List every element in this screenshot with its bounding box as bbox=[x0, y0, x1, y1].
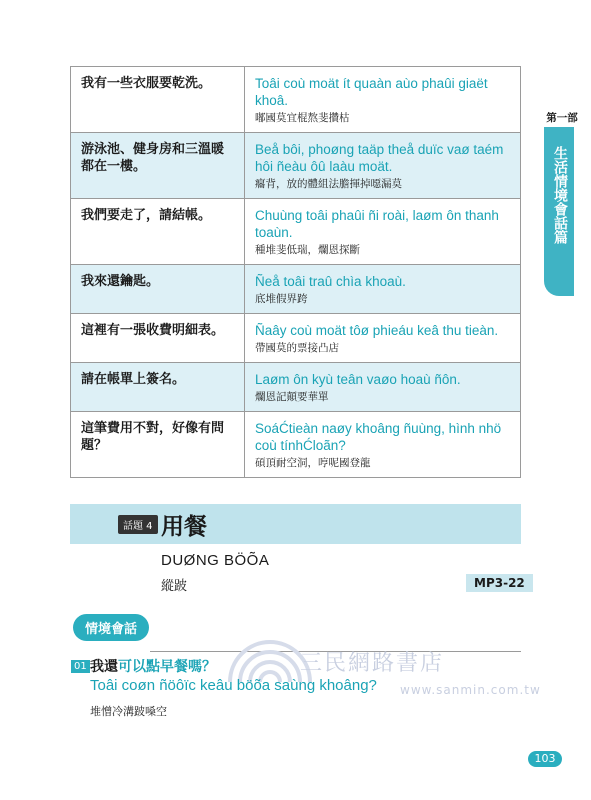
chinese-phrase-cell: 這裡有一張收費明細表。 bbox=[71, 314, 245, 363]
pronunciation-text: 癟背，放的體組法膽揮掉噁漏莫 bbox=[255, 178, 402, 190]
table-row bbox=[71, 363, 521, 412]
chinese-phrase-cell: 我們要走了，請結帳。 bbox=[71, 199, 245, 265]
vietnamese-text: Ñaây coù moät tôø phieáu keâ thu tieàn. bbox=[255, 323, 499, 338]
table-row bbox=[71, 133, 521, 199]
topic-vi-pronunciation: 縱跛 bbox=[161, 579, 188, 594]
chinese-phrase-cell: 請在帳單上簽名。 bbox=[71, 363, 245, 412]
topic-title: 用餐 bbox=[161, 514, 207, 540]
chinese-phrase-cell: 游泳池、健身房和三溫暖都在一樓。 bbox=[71, 133, 245, 199]
vietnamese-text: Chuùng toâi phaûi ñi roài, laøm ôn thanh toaùn. bbox=[255, 208, 499, 240]
vietnamese-text: Beå bôi, phoøng taäp theå duïc vaø taém hôi ñeàu ôû laàu moät. bbox=[255, 142, 504, 174]
dialogue-item-chinese-start: 我還 bbox=[90, 659, 118, 675]
chapter-part-label: 第一部 bbox=[540, 108, 584, 127]
dialogue-item-chinese bbox=[90, 656, 216, 676]
pronunciation-text: 嘟國莫宜棍熬斐攢枯 bbox=[255, 112, 350, 124]
chinese-phrase-cell: 我有一些衣服要乾洗。 bbox=[71, 67, 245, 133]
dialogue-item-chinese-highlight: 可以點早餐嗎？ bbox=[118, 659, 216, 675]
dialogue-item-vietnamese: Toâi coøn ñöôïc keâu böõa saùng khoâng? bbox=[90, 677, 377, 694]
vietnamese-phrase-cell bbox=[245, 412, 521, 478]
vietnamese-phrase-cell bbox=[245, 363, 521, 412]
page-number: 103 bbox=[528, 751, 562, 767]
vietnamese-text: SoáĆtieàn naøy khoâng ñuùng, hình nhö coù tínhĆloãn? bbox=[255, 421, 502, 453]
chapter-title: 生活情境會話篇 bbox=[552, 146, 568, 244]
pronunciation-text: 碩頂耐空洞，哼呢國登龍 bbox=[255, 457, 371, 469]
watermark-url: www.sanmin.com.tw bbox=[400, 683, 541, 697]
table-row bbox=[71, 412, 521, 478]
vietnamese-phrase-cell bbox=[245, 67, 521, 133]
table-row bbox=[71, 314, 521, 363]
pronunciation-text: 爛恩記顛要華單 bbox=[255, 391, 329, 403]
topic-badge: 話題 4 bbox=[118, 515, 158, 534]
vietnamese-phrase-cell bbox=[245, 265, 521, 314]
vietnamese-phrase-cell bbox=[245, 133, 521, 199]
vietnamese-text: Toâi coù moät ít quaàn aùo phaûi giaët khoâ. bbox=[255, 76, 488, 108]
vietnamese-phrase-cell bbox=[245, 199, 521, 265]
chinese-phrase-cell: 這筆費用不對，好像有問題？ bbox=[71, 412, 245, 478]
topic-vi-title: DUØNG BÖÕA bbox=[161, 552, 270, 569]
vietnamese-text: Laøm ôn kyù teân vaøo hoaù ñôn. bbox=[255, 372, 461, 387]
table-row bbox=[71, 265, 521, 314]
dialogue-item-pronunciation: 堆憎冷溝跛嗓空 bbox=[90, 705, 167, 718]
table-row bbox=[71, 199, 521, 265]
pronunciation-text: 帶國莫的票接凸店 bbox=[255, 342, 339, 354]
pronunciation-text: 底堆假界跨 bbox=[255, 293, 308, 305]
dialogue-section-badge: 情境會話 bbox=[73, 614, 149, 641]
vietnamese-phrase-cell bbox=[245, 314, 521, 363]
mp3-track-label: MP3-22 bbox=[466, 574, 533, 592]
watermark-text: 三民網路書店 bbox=[300, 651, 445, 676]
chinese-phrase-cell: 我來還鑰匙。 bbox=[71, 265, 245, 314]
table-row bbox=[71, 67, 521, 133]
dialogue-item-number: 01 bbox=[71, 660, 90, 673]
pronunciation-text: 種堆斐低瑞，爛恩探斷 bbox=[255, 244, 360, 256]
phrase-table bbox=[70, 66, 521, 478]
vietnamese-text: Ñeå toâi traû chìa khoaù. bbox=[255, 274, 406, 289]
